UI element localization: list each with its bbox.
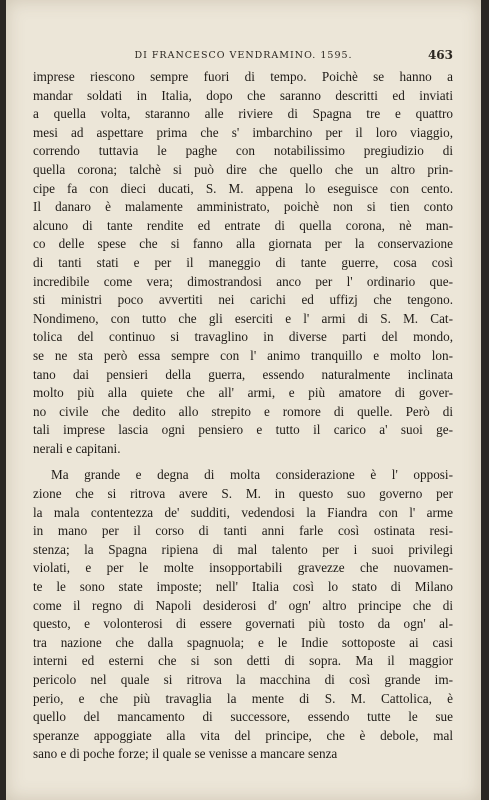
text-line: sti ministri poco avvertiti nei carichi ed uffizj che tengono. (33, 292, 453, 308)
text-line: Ma grande e degna di molta considerazione è l' opposi- (51, 467, 453, 483)
body-text (33, 68, 453, 764)
text-line: stenza; la Spagna ripiena di mal talento per i suoi privilegi (33, 541, 453, 557)
text-line: molto più alla quiete che all' armi, e più amatore di gover- (33, 385, 453, 401)
text-line: alcuno di tante rendite ed entrate di quella corona, nè man- (33, 217, 453, 233)
text-line: questo, e volonterosi di essere governati più tosto da ogn' al- (33, 616, 453, 632)
paragraph-gap (33, 458, 453, 466)
text-line: violati, e per le molte insopportabili gravezze che nuovamen- (33, 560, 453, 576)
page-number: 463 (427, 48, 453, 62)
text-line: incredibile come vera; dimostrandosi anco per l' ordinario que- (33, 273, 453, 289)
text-line: Il danaro è malamente amministrato, poichè non si tien conto (33, 199, 453, 215)
text-line: nerali e capitani. (33, 440, 121, 456)
text-line: sano e di poche forze; il quale se venisse a mancare senza (33, 746, 338, 762)
text-line: tano dai pensieri della guerra, essendo naturalmente inclinata (33, 366, 453, 382)
text-line: mesi ad aspettare prima che s' imbarchino per il loro viaggio, (33, 124, 453, 140)
text-line: pericolo nel quale si ritrova la macchina di così grande im- (33, 672, 453, 687)
text-line: correndo tuttavia le paghe con notabilissimo pregiudizio di (33, 143, 453, 159)
text-line: di tanti stati e per il maneggio di tante guerre, cosa così (33, 254, 453, 270)
text-line: tali imprese lascia ogni pensiero e tutto il carico a' suoi ge- (33, 422, 453, 438)
text-line: zione che si ritrova avere S. M. in questo suo governo per (33, 486, 453, 502)
book-page (6, 0, 481, 800)
running-title: DI FRANCESCO VENDRAMINO. 1595. (134, 50, 353, 61)
text-line: speranze appoggiate alla vita del principe, che è debole, mal (33, 727, 453, 743)
text-line: come il regno di Napoli desiderosi d' ogn' altro principe che di (33, 597, 453, 613)
text-line: a quella volta, staranno alle riviere di Spagna tre e quattro (33, 106, 453, 122)
text-line: mandar soldati in Italia, dopo che saranno descritti ed inviati (33, 87, 453, 103)
text-line: te le sono state imposte; nell' Italia così lo stato di Milano (33, 579, 453, 595)
paragraph (33, 466, 453, 764)
text-line: Nondimeno, con tutto che gli eserciti e l' armi di S. M. Cat- (33, 310, 453, 326)
text-line: imprese riescono sempre fuori di tempo. Poichè se hanno a (33, 69, 453, 84)
text-line: tolica del continuo si travaglino in diverse parti del mondo, (33, 329, 453, 345)
paragraph (33, 68, 453, 458)
text-line: se ne sta però essa sempre con l' animo tranquillo e molto lon- (33, 347, 453, 363)
text-line: quella corona; talchè si può dire che quello che un altro prin- (33, 161, 453, 177)
text-line: interni ed esterni che si son detti di sopra. Ma il maggior (33, 653, 453, 669)
text-line: la mala contentezza de' sudditi, vedendosi la Fiandra con l' arme (33, 504, 453, 520)
page-header (6, 50, 481, 64)
text-line: tra nazione che dalla spagnuola; e le Indie sottoposte ai casi (33, 634, 453, 650)
text-line: cipe fa con dieci ducati, S. M. appena lo eseguisce con cento. (33, 180, 453, 196)
text-line: quello del mancamento di successore, essendo tutte le sue (33, 709, 453, 725)
text-line: co delle spese che si fanno alla giornata per la conservazione (33, 236, 453, 252)
text-line: no civile che dedito allo strepito e romore di quelle. Però di (33, 403, 453, 419)
text-line: in mano per il corso di tanti anni farle così ostinata resi- (33, 523, 453, 539)
text-line: perio, e che più travaglia la mente di S. M. Cattolica, è (33, 690, 453, 706)
